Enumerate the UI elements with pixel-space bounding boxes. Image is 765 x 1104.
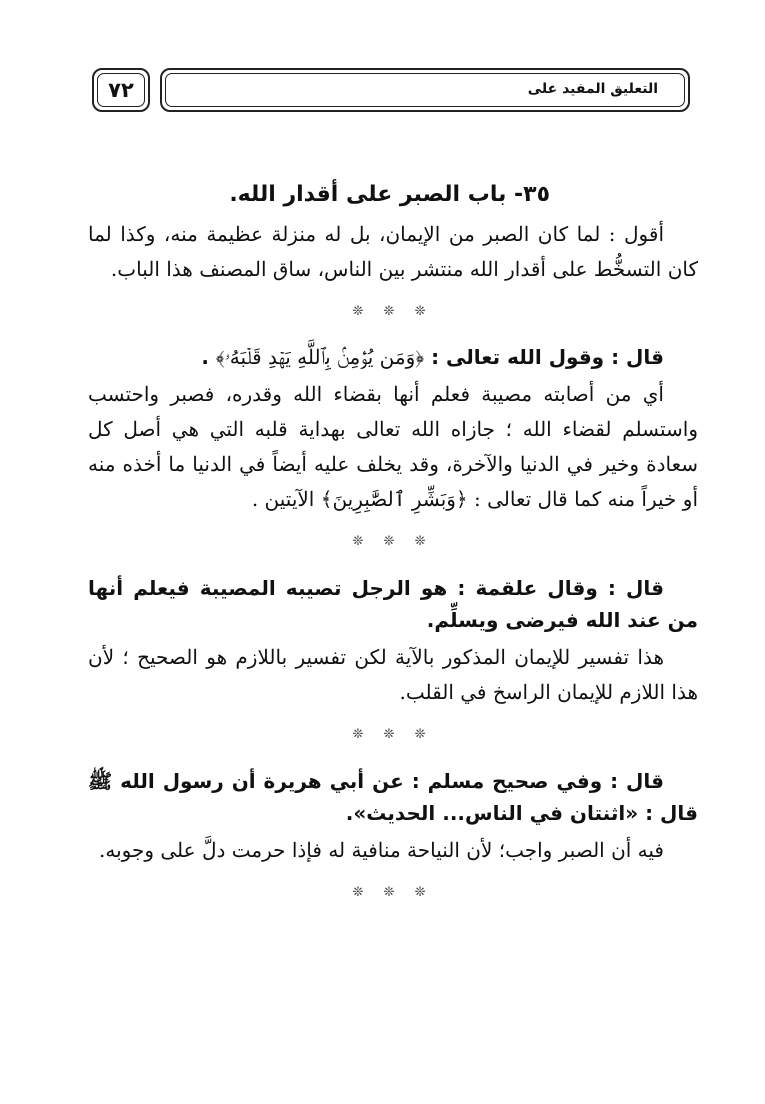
page-number: ٧٢ — [108, 78, 134, 102]
commentary-end: الآيتين . — [251, 487, 321, 512]
section-separator: ❊ ❊ ❊ — [352, 884, 434, 900]
page-number-frame — [92, 68, 150, 112]
qal-end: . — [201, 345, 216, 370]
commentary-1 — [88, 377, 698, 517]
qal-statement-1 — [88, 341, 698, 373]
section-separator: ❊ ❊ ❊ — [352, 534, 434, 550]
page-header — [92, 68, 690, 116]
commentary-3: فيه أن الصبر واجب؛ لأن النياحة منافية له فإذا حرمت دلَّ على وجوبه. — [99, 837, 664, 862]
page-body — [88, 176, 698, 923]
quran-verse: ﴿وَمَن يُؤۡمِنۢ بِٱللَّهِ يَهۡدِ قَلۡبَهُۥ﴾ — [215, 345, 425, 370]
quran-verse: ﴿وَبَشِّرِ ٱلصَّٰبِرِينَ﴾ — [320, 487, 468, 512]
qal-text: قال : وقول الله تعالى : — [431, 345, 664, 370]
intro-paragraph: أقول : لما كان الصبر من الإيمان، بل له منزلة عظيمة منه، وكذا لما كان التسخُّط على أقدار الله منتشر بين الناس، ساق المصنف هذا الباب. — [88, 221, 698, 281]
running-title-frame — [160, 68, 690, 112]
chapter-title: ٣٥- باب الصبر على أقدار الله. — [229, 182, 550, 207]
commentary-2: هذا تفسير للإيمان المذكور بالآية لكن تفسير باللازم هو الصحيح ؛ لأن هذا اللازم للإيمان الراسخ في القلب. — [88, 645, 698, 704]
running-title: التعليق المفيد على — [527, 81, 658, 97]
commentary-text: أي من أصابته مصيبة فعلم أنها بقضاء الله وقدره، فصبر واحتسب واستسلم لقضاء الله ؛ جازاه الله تعالى بهداية قلبه التي هي أصل كل سعادة وخير في الدنيا والآخرة، وقد يخلف عليه أيضاً في الدنيا ما أخذه منه أو خيراً منه كما قال تعالى : — [88, 382, 698, 512]
qal-statement-3: قال : وفي صحيح مسلم : عن أبي هريرة أن رسول الله ﷺ قال : «اثنتان في الناس... الحديث». — [88, 768, 698, 825]
qal-statement-2: قال : وقال علقمة : هو الرجل تصيبه المصيبة فيعلم أنها من عند الله فيرضى ويسلِّم. — [88, 576, 698, 632]
section-separator: ❊ ❊ ❊ — [352, 303, 434, 319]
section-separator: ❊ ❊ ❊ — [352, 727, 434, 742]
